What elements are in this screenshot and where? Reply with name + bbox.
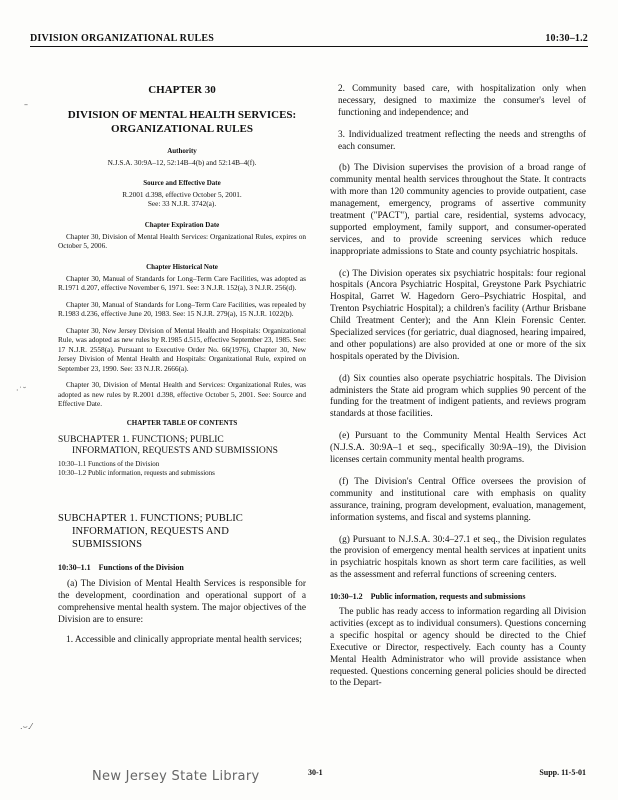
paragraph-c: (c) The Division operates six psychiatric hospitals: four regional hospitals (Ancora Psychiatric Hospital, Greystone Park Psychiatric Hospital, Garret W. Hagedorn Gero–Psychiatric Hospital, and Trenton Psychiatric Hospital); a children's facility (Arthur Brisbane Child Treatment Center); and the Ann Klein Forensic Center. Specialized services (for geriatric, dual diagnosed, hearing impaired, and other populations) are also provided at one or more of the six hospitals operated by the Division. <box>330 268 586 362</box>
running-head-title: DIVISION ORGANIZATIONAL RULES <box>30 33 214 44</box>
expiration-heading: Chapter Expiration Date <box>144 220 220 229</box>
right-column <box>330 84 586 700</box>
subchapter-line3: SUBMISSIONS <box>72 538 143 550</box>
library-watermark: New Jersey State Library <box>92 769 260 784</box>
running-head-section: 10:30–1.2 <box>545 33 588 44</box>
section-heading <box>330 592 586 601</box>
chapter-title-line1: DIVISION OF MENTAL HEALTH SERVICES: <box>67 109 297 121</box>
section-text: The public has ready access to information regarding all Division activities (except as to individual consumers). Questions concerning a specific hospital or agency should be directed to the Chief Executive or Director, respectively. Each county has a County Mental Health Administrator who will provide assistance when requested. Questions concerning general policies should be directed to the Depart- <box>330 607 586 689</box>
authority-heading: Authority <box>167 146 197 155</box>
source-line1: R.2001 d.398, effective October 5, 2001. <box>122 189 242 199</box>
header-rule <box>30 46 588 47</box>
toc-heading: CHAPTER TABLE OF CONTENTS <box>126 418 238 427</box>
source-heading: Source and Effective Date <box>143 178 221 187</box>
list-item: 2. Community based care, with hospitalization only when necessary, designed to maximize the consumer's level of functioning and independence; and <box>338 84 586 118</box>
subchapter-line2: INFORMATION, REQUESTS AND <box>72 525 229 537</box>
history-note: Chapter 30, Manual of Standards for Long–Term Care Facilities, was repealed by R.1983 d.236, effective June 20, 1983. See: 15 N.J.R. 279(a), 15 N.J.R. 1022(b). <box>58 299 306 319</box>
toc-subchapter <box>58 435 306 458</box>
chapter-title-line2: ORGANIZATIONAL RULES <box>111 122 253 135</box>
margin-mark: – <box>24 100 28 109</box>
history-note: Chapter 30, New Jersey Division of Mental Health and Hospitals: Organizational Rule, was adopted as new rules by R.1985 d.515, effective September 23, 1985. See: 17 N.J.R. 2558(a). Pursuant to Executive Order No. 66(1976), Chapter 30, New Jersey Division of Mental Health and Hospitals: Organizational Rule, expired on September 23, 1990. See: 33 N.J.R. 2666(a). <box>58 325 306 373</box>
page-number: 30-1 <box>308 768 323 777</box>
paragraph-f: (f) The Division's Central Office oversees the provision of community and institutional care with emphasis on quality assurance, training, program development, evaluation, management, information systems, and fiscal and systems planning. <box>330 476 586 523</box>
history-heading: Chapter Historical Note <box>146 262 218 271</box>
section-heading <box>58 563 306 572</box>
section-title: Public information, requests and submissions <box>370 592 526 602</box>
toc-entry[interactable]: 10:30–1.2 Public information, requests and submissions <box>58 469 215 478</box>
source-text <box>58 190 306 209</box>
authority-text: N.J.S.A. 30:9A–12, 52:14B–4(b) and 52:14B–4(f). <box>107 157 257 167</box>
expiration-text: Chapter 30, Division of Mental Health Services: Organizational Rules, expires on October 5, 2006. <box>58 231 306 251</box>
subchapter-line1: SUBCHAPTER 1. FUNCTIONS; PUBLIC <box>58 513 243 525</box>
section-title: Functions of the Division <box>98 563 184 573</box>
list-item: 1. Accessible and clinically appropriate mental health services; <box>66 635 302 646</box>
history-note: Chapter 30, Manual of Standards for Long–Term Care Facilities, was adopted as R.1971 d.207, effective November 6, 1971. See: 3 N.J.R. 152(a), 3 N.J.R. 256(d). <box>58 273 306 293</box>
chapter-number: CHAPTER 30 <box>148 84 216 96</box>
supplement-date: Supp. 11-5-01 <box>539 768 586 777</box>
source-line2: See: 33 N.J.R. 3742(a). <box>147 199 217 209</box>
paragraph-e: (e) Pursuant to the Community Mental Health Services Act (N.J.S.A. 30:9A–1 et seq., specifically 30:9A–19), the Division licenses certain community mental health programs. <box>330 431 586 466</box>
toc-subchapter-line1: SUBCHAPTER 1. FUNCTIONS; PUBLIC <box>58 434 224 445</box>
paragraph-b: (b) The Division supervises the provision of a broad range of community mental health services throughout the State. It contracts with more than 120 community agencies to provide outpatient, case management, emergency, programs of assertive community treatment ("PACT"), partial care, residential, systems advocacy, supported employment, family support, and consumer-operated services, and to provide screening services which reduce inappropriate admissions to State and county psychiatric hospitals. <box>330 163 586 257</box>
paragraph-a: (a) The Division of Mental Health Services is responsible for the development, coordination and operational support of a comprehensive mental health system. The major objectives of the Division are to ensure: <box>58 579 306 626</box>
paragraph-d: (d) Six counties also operate psychiatric hospitals. The Division administers the State aid program which supplies 90 percent of the funding for the treatment of indigent patients, and reviews program standards at those facilities. <box>330 373 586 420</box>
toc-entry[interactable]: 10:30–1.1 Functions of the Division <box>58 459 160 468</box>
section-number: 10:30–1.1 <box>58 563 91 573</box>
paragraph-g: (g) Pursuant to N.J.S.A. 30:4–27.1 et seq., the Division regulates the provision of emergency mental health services at inpatient units in psychiatric hospitals known as short term care facilities, as well as the assessment and referral functions of screening centers. <box>330 534 586 581</box>
margin-mark: .⌣.⁄ <box>20 722 32 731</box>
history-note: Chapter 30, Division of Mental Health and Services: Organizational Rules, was adopted as new rules by R.2001 d.398, effective October 5, 2001. See: Source and Effective Date. <box>58 380 306 409</box>
chapter-title <box>58 109 306 137</box>
list-item: 3. Individualized treatment reflecting the needs and strengths of each consumer. <box>338 129 586 152</box>
running-head <box>30 33 588 44</box>
subchapter-heading <box>58 513 306 551</box>
toc-subchapter-line2: INFORMATION, REQUESTS AND SUBMISSIONS <box>72 446 278 457</box>
section-number: 10:30–1.2 <box>330 592 363 602</box>
margin-mark: ·˙˘ <box>16 386 27 395</box>
left-column <box>58 84 306 654</box>
